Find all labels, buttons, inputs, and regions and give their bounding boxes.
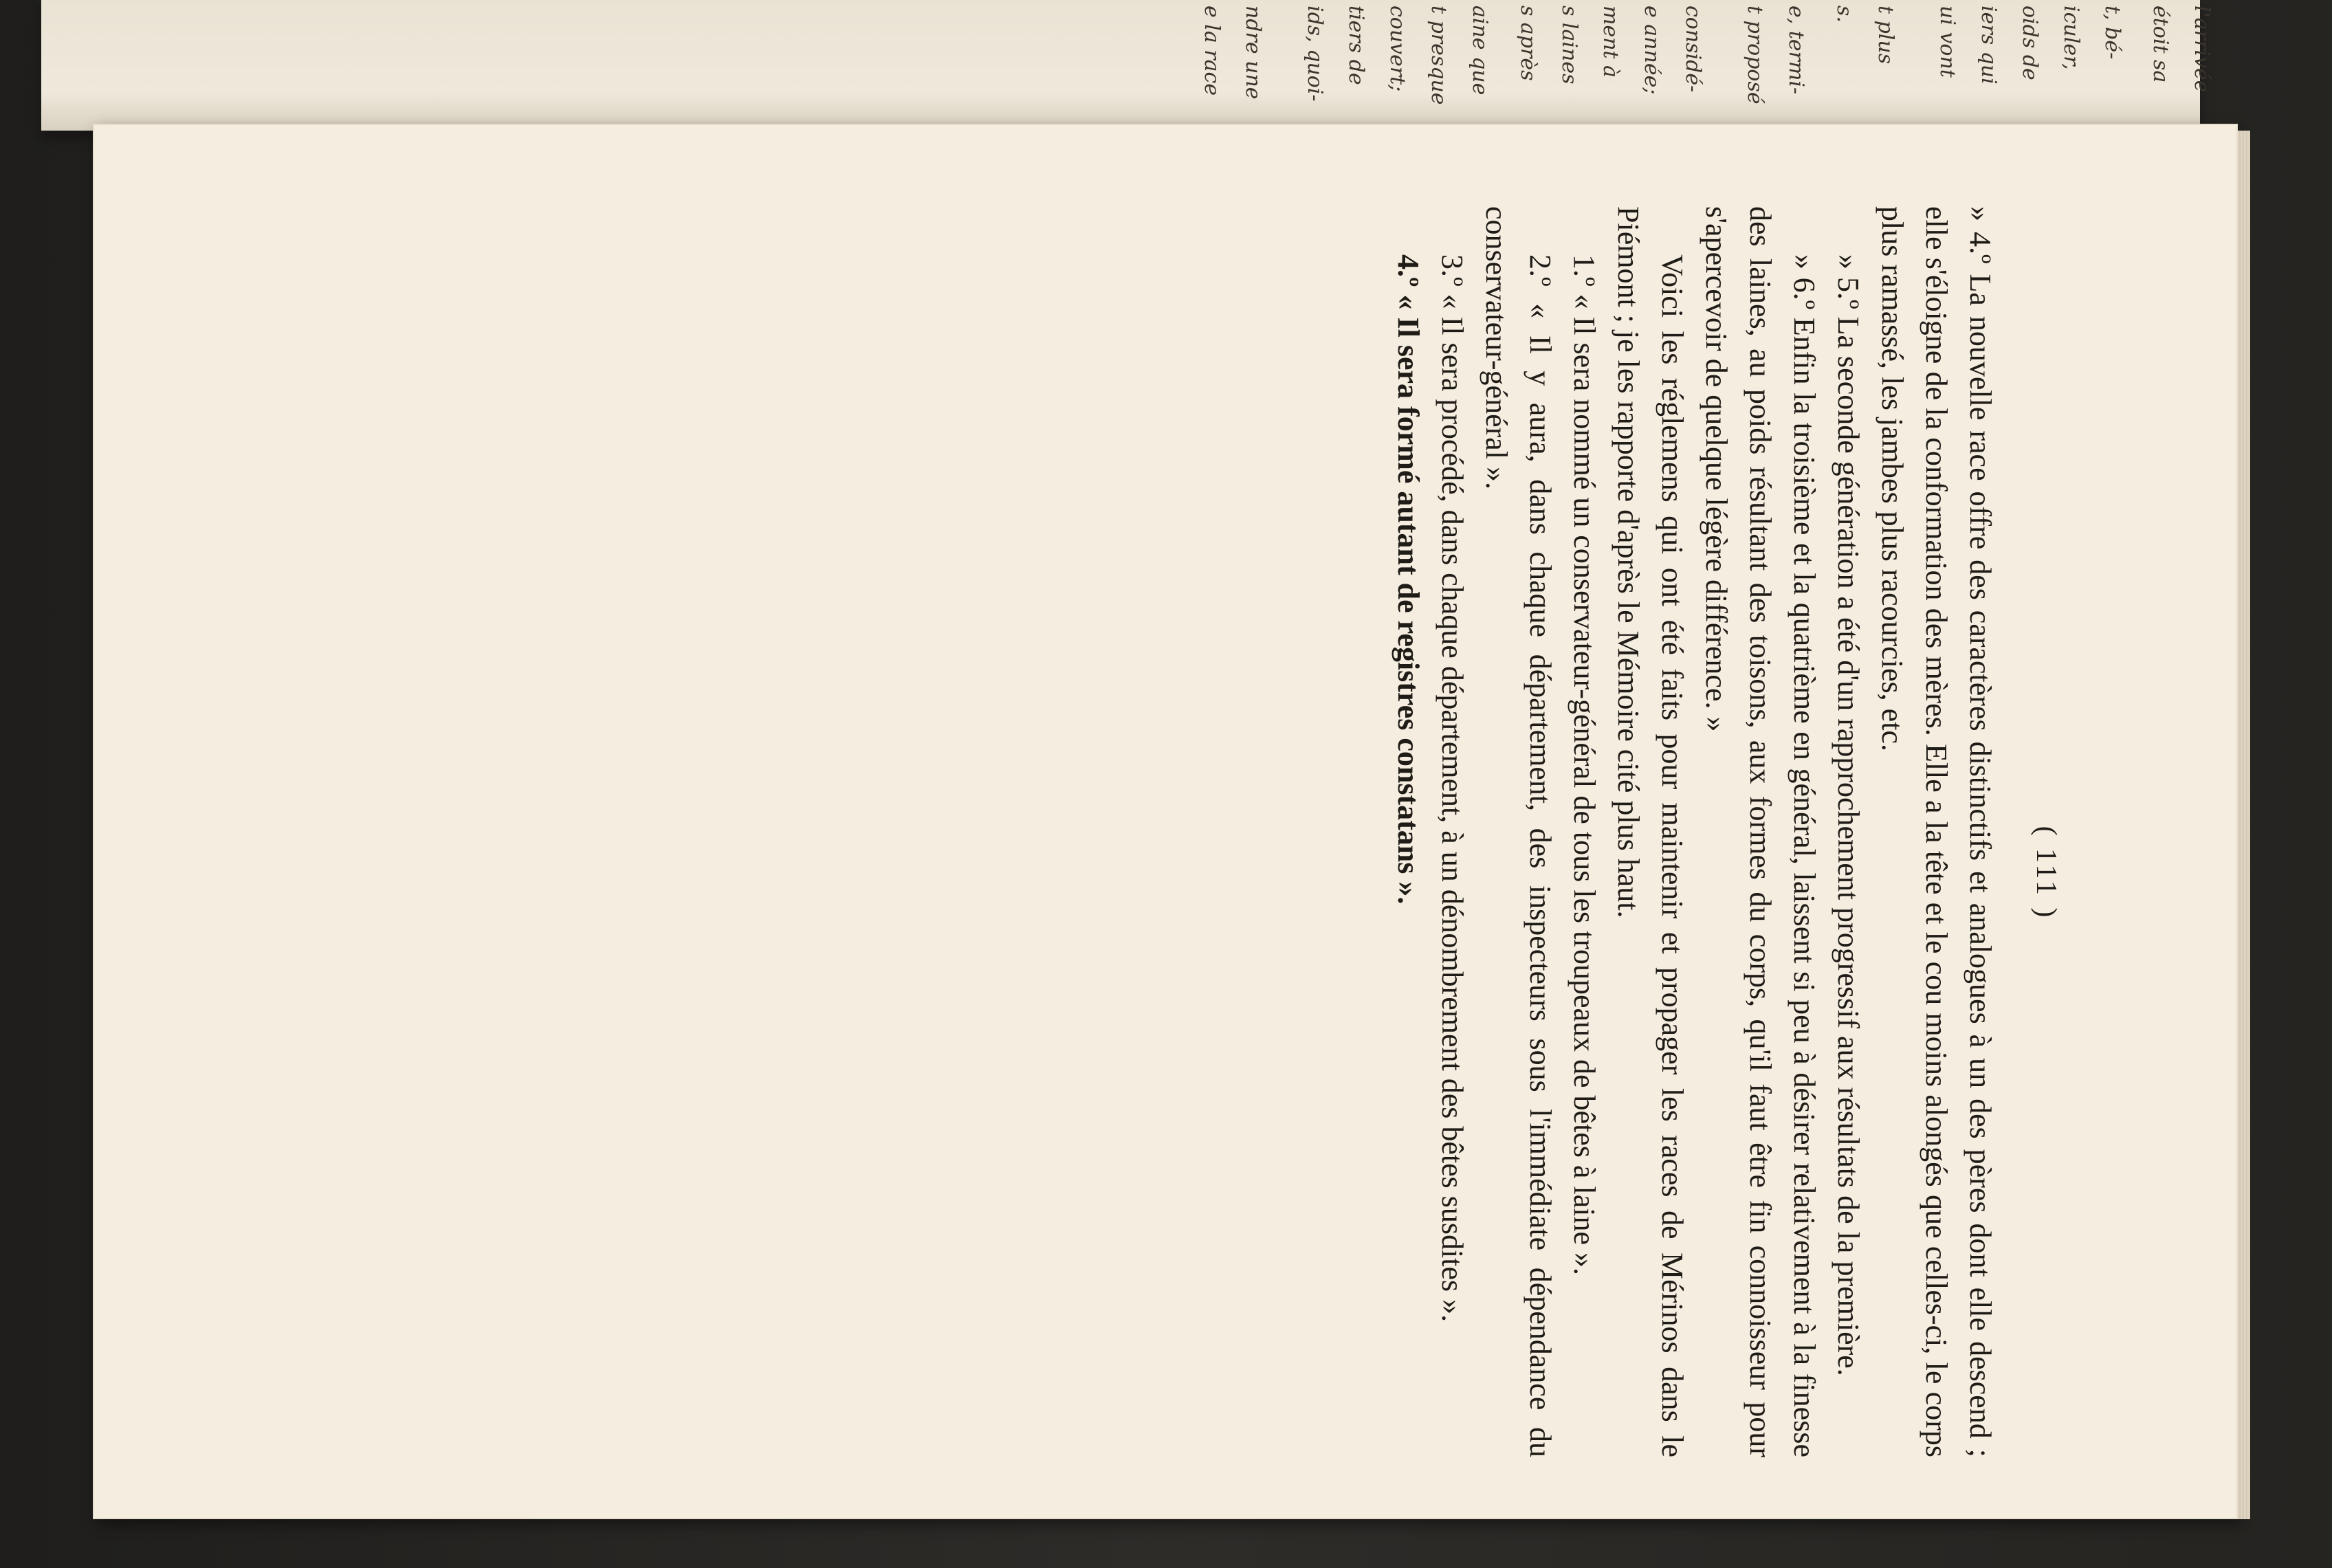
page-edge [2238,131,2250,1519]
back-page-fragment: l'arrivée [2190,5,2214,93]
back-page-fragment: s laines [1557,5,1581,85]
back-page-fragment: t presque [1427,5,1451,105]
back-page-fragment: tiers de [1344,5,1368,85]
back-page-fragment: ids, quoi- [1303,5,1327,102]
back-page-fragment: t, bé- [2100,5,2124,60]
back-page-fragment: ndre une [1241,5,1265,100]
back-page-fragment: s. [1832,5,1856,23]
paragraph: » 4.º La nouvelle race offre des caractères distinctifs et analogues à un des pères dont elle descend ; elle s'éloigne de la conformation des mères. Elle a la tête et le cou moins alongés que celles-ci, le corps plus ramassé, les jambes plus racourcies, etc. [1876,206,1997,1457]
paragraph: » 5.º La seconde génération a été d'un rapprochement progressif aux résultats de la première. [1832,254,1865,1376]
back-page-fragment: e la race [1200,5,1224,96]
back-page-fragment: e année; [1640,5,1664,95]
back-page-fragment: iers qui [1977,5,2001,85]
paragraph: 1.º « Il sera nommé un conservateur-général de tous les troupeaux de bêtes à laine ». [1568,254,1601,1275]
back-page-fragment: ui vont [1935,5,1959,78]
back-page-fragment: étoit sa [2148,5,2172,83]
back-page-fragment: t plus [1873,5,1898,65]
back-page [41,0,2214,131]
page-text-block [1386,206,2062,1457]
back-page-fragment: aine que [1468,5,1492,96]
paragraph: Voici les réglemens qui ont été faits pour maintenir et propager les races de Mérinos dans le Piémont ; je les rapporte d'après le Mémoire cité plus haut. [1612,206,1689,1457]
paragraph: 3.º « Il sera procédé, dans chaque département, à un dénombrement des bêtes susdites ». [1436,254,1469,1323]
back-page-fragment: e, termi- [1784,5,1808,95]
paragraph: 2.º « Il y aura, dans chaque département, des inspecteurs sous l'immédiate dépendance du conservateur-général ». [1480,206,1557,1457]
back-page-fragment: iculer, [2059,5,2083,70]
back-page-fragment: oids de [2018,5,2042,80]
back-page-fragments [41,0,2214,131]
back-page-fragment: t proposé [1743,5,1767,104]
back-page-fragment: couvert; [1385,5,1409,92]
back-page-fragment: ment à [1598,5,1622,78]
back-page-fragment: considé- [1681,5,1705,93]
paragraph: 4.º « Il sera formé autant de registres constatans ». [1392,254,1425,905]
back-page-fragment: s après [1516,5,1540,81]
page-number: ( 111 ) [2030,826,2062,920]
paragraph: » 6.º Enfin la troisième et la quatrième en général, laissent si peu à désirer relativement à la finesse des laines, au poids résultant des toisons, aux formes du corps, qu'il faut être fin connoisseur pour s'apercevoir de quelque légère différence. » [1700,206,1821,1457]
